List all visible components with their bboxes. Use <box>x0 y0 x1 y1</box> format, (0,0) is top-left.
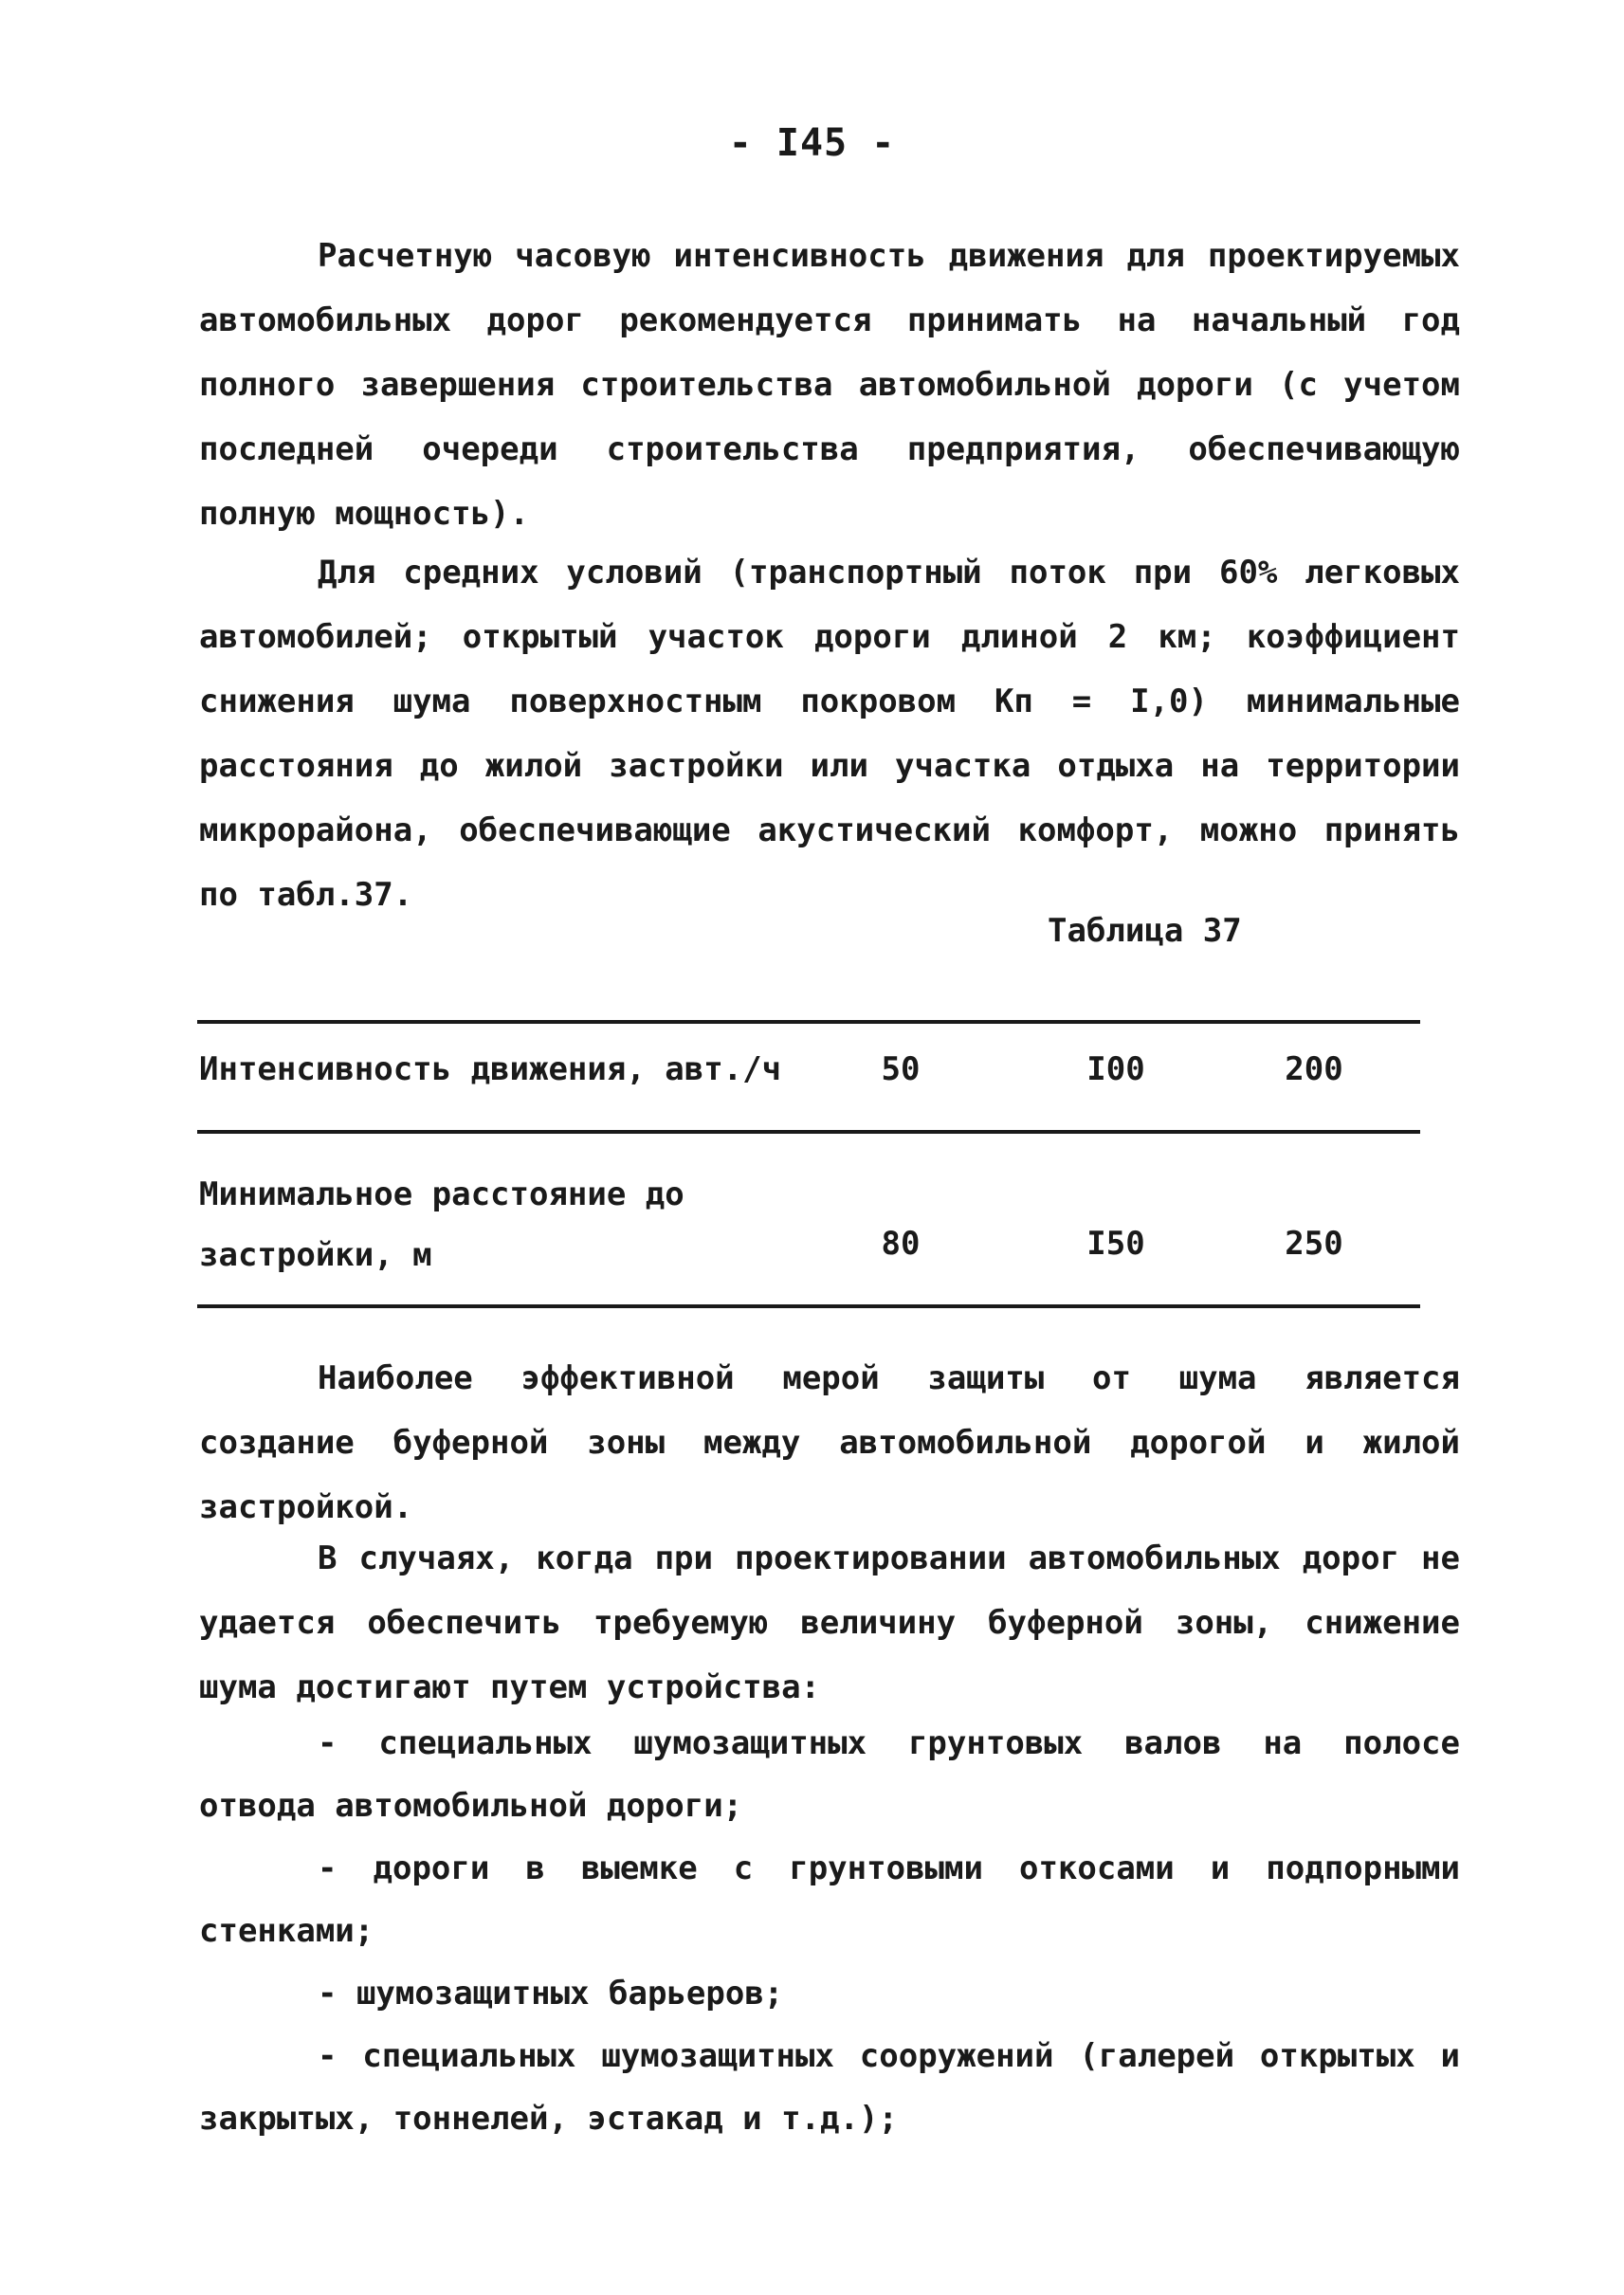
list-item: - специальных шумозащитных грунтовых валов на полосе отвода автомобильной дороги; <box>199 1724 1460 1825</box>
table-cell: 80 <box>881 1225 921 1263</box>
row-label-distance <box>199 1164 684 1285</box>
list-item: - специальных шумозащитных сооружений (галерей открытых и закрытых, тоннелей, эстакад и т.д.); <box>199 2037 1460 2138</box>
list-item: - дороги в выемке с грунтовыми откосами и подпорными стенками; <box>199 1849 1460 1950</box>
table-bottom-rule <box>197 1304 1420 1308</box>
table-cell: I00 <box>1086 1050 1145 1088</box>
paragraph-noise-reduction: В случаях, когда при проектировании автомобильных дорог не удается обеспечить требуемую величину буферной зоны, снижение шума достигают путем устройства: <box>199 1539 1460 1706</box>
paragraph-average-conditions: Для средних условий (транспортный поток при 60% легковых автомобилей; открытый участок дороги длиной 2 км; коэффициент снижения шума поверхностным покровом Кп = I,0) минимальные расстояния до жилой застройки или участка отдыха на территории микрорайона, обеспечивающие акустический комфорт, можно принять по табл.37. <box>199 554 1460 914</box>
table-mid-rule <box>197 1130 1420 1134</box>
paragraph-design-intensity: Расчетную часовую интенсивность движения для проектируемых автомобильных дорог рекомендуется принимать на начальный год полного завершения строительства автомобильной дороги (с учетом последней очереди строительства предприятия, обеспечивающую полную мощность). <box>199 237 1460 533</box>
table-cell: 200 <box>1285 1050 1343 1088</box>
table-top-rule <box>197 1020 1420 1024</box>
row-label-intensity: Интенсивность движения, авт./ч <box>199 1050 782 1088</box>
row-label-line: застройки, м <box>199 1236 432 1274</box>
table-cell: 250 <box>1285 1225 1343 1263</box>
paragraph-buffer-zone: Наиболее эффективной мерой защиты от шума является создание буферной зоны между автомобильной дорогой и жилой застройкой. <box>199 1359 1460 1526</box>
table-caption: Таблица 37 <box>1048 912 1242 950</box>
table-cell: 50 <box>881 1050 921 1088</box>
page-number: - I45 - <box>728 121 896 165</box>
row-label-line: Минимальное расстояние до <box>199 1175 684 1213</box>
list-item: - шумозащитных барьеров; <box>318 1975 784 2013</box>
measures-list <box>199 1712 1460 2150</box>
table-cell: I50 <box>1086 1225 1145 1263</box>
